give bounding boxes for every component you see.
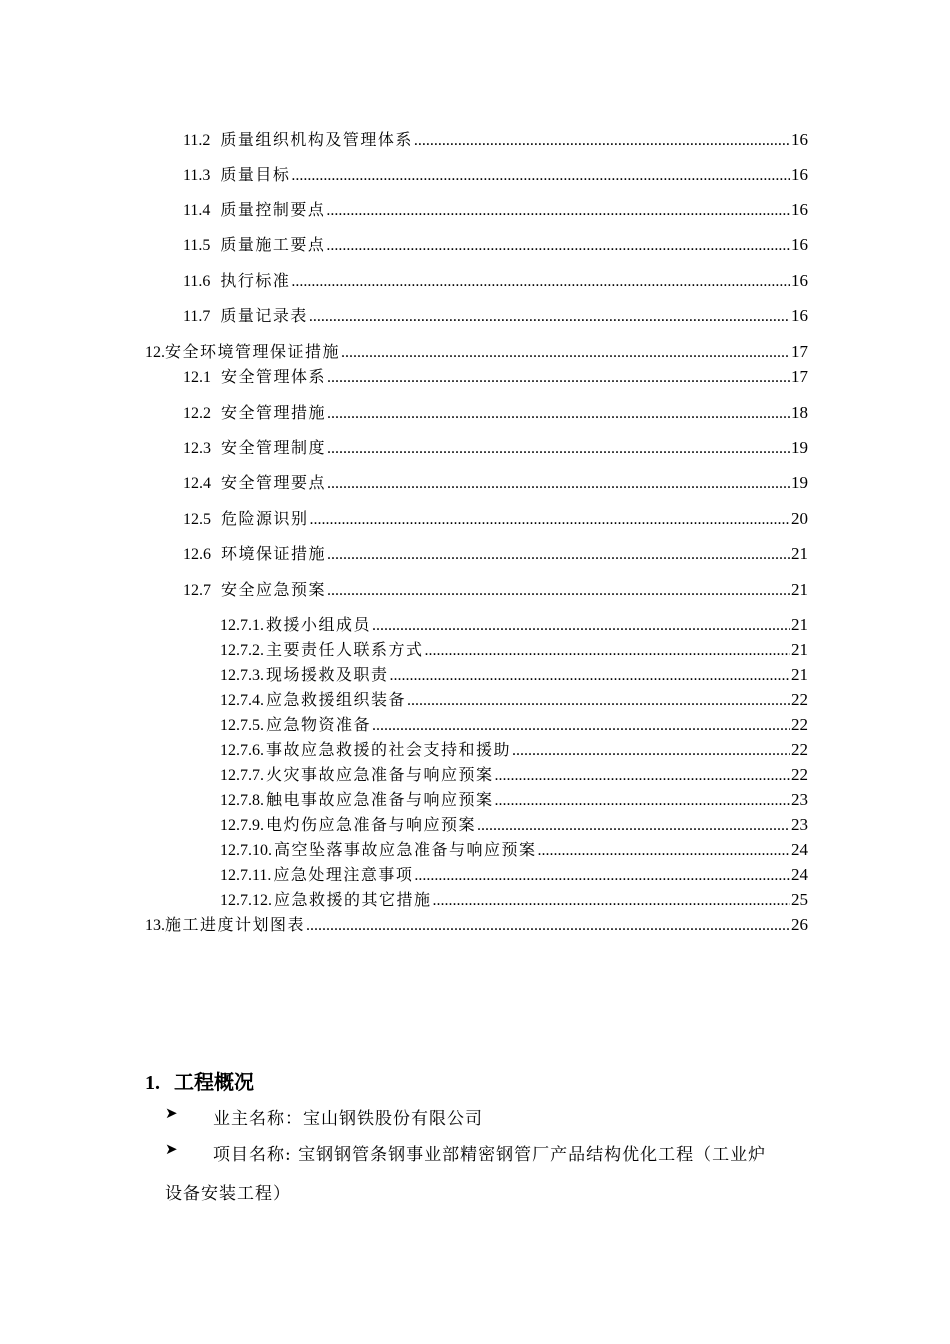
toc-entry[interactable] — [220, 787, 808, 810]
toc-entry-title: 应急救援的其它措施 — [274, 890, 432, 909]
toc-entry-title: 现场援救及职责 — [266, 665, 389, 684]
toc-entry-title: 质量记录表 — [220, 306, 308, 325]
toc-leader-dots — [291, 273, 790, 291]
toc-entry-page: 22 — [791, 690, 808, 709]
toc-leader-dots — [327, 369, 790, 387]
toc-entry-title: 安全管理要点 — [221, 473, 327, 492]
toc-entry-title: 电灼伤应急准备与响应预案 — [266, 815, 477, 834]
list-item-text: 项目名称: 宝钢钢管条钢事业部精密钢管厂产品结构优化工程（工业炉 — [213, 1145, 767, 1165]
toc-entry-title: 应急处理注意事项 — [273, 865, 414, 884]
toc-entry[interactable] — [220, 762, 808, 785]
arrow-bullet-icon: ➤ — [165, 1140, 179, 1158]
toc-entry-title: 施工进度计划图表 — [165, 915, 306, 934]
section-number: 1. — [145, 1072, 160, 1094]
toc-entry-page: 16 — [791, 130, 808, 149]
toc-leader-dots — [425, 642, 790, 660]
toc-entry-page: 16 — [791, 200, 808, 219]
toc-leader-dots — [306, 917, 790, 935]
toc-entry[interactable] — [183, 232, 808, 255]
toc-leader-dots — [538, 842, 790, 860]
toc-entry-page: 19 — [791, 438, 808, 457]
toc-entry-number: 13. — [145, 917, 165, 934]
section-title: 工程概况 — [174, 1070, 254, 1094]
toc-leader-dots — [310, 511, 790, 529]
toc-entry-page: 25 — [791, 890, 808, 909]
toc-entry-title: 应急物资准备 — [266, 715, 372, 734]
toc-entry-number: 11.4 — [183, 202, 211, 219]
toc-entry-title: 主要责任人联系方式 — [266, 640, 424, 659]
toc-entry-title: 安全管理制度 — [221, 438, 327, 457]
toc-entry-page: 24 — [791, 840, 808, 859]
toc-leader-dots — [326, 237, 790, 255]
toc-leader-dots — [309, 308, 790, 326]
toc-entry[interactable] — [145, 912, 808, 935]
toc-entry-number: 12.7.7. — [220, 767, 264, 784]
toc-entry[interactable] — [183, 303, 808, 326]
toc-entry[interactable] — [183, 197, 808, 220]
toc-leader-dots — [495, 792, 790, 810]
toc-entry[interactable] — [145, 339, 808, 362]
toc-leader-dots — [372, 617, 790, 635]
toc-leader-dots — [407, 692, 790, 710]
toc-leader-dots — [433, 892, 790, 910]
toc-entry-title: 质量组织机构及管理体系 — [220, 130, 413, 149]
toc-entry[interactable] — [183, 541, 808, 564]
toc-entry-page: 21 — [791, 544, 808, 563]
toc-leader-dots — [327, 546, 790, 564]
toc-entry-number: 12.7.3. — [220, 667, 264, 684]
toc-leader-dots — [414, 132, 790, 150]
toc-entry-page: 17 — [791, 342, 808, 361]
toc-entry-title: 火灾事故应急准备与响应预案 — [266, 765, 494, 784]
toc-entry-title: 安全管理体系 — [221, 367, 327, 386]
toc-entry-page: 16 — [791, 271, 808, 290]
toc-entry[interactable] — [220, 837, 808, 860]
toc-entry[interactable] — [220, 662, 808, 685]
toc-entry-page: 21 — [791, 580, 808, 599]
toc-entry-page: 22 — [791, 740, 808, 759]
toc-leader-dots — [327, 440, 790, 458]
toc-entry-number: 12.7.6. — [220, 742, 264, 759]
toc-entry-title: 应急救援组织装备 — [266, 690, 407, 709]
toc-entry-page: 22 — [791, 765, 808, 784]
toc-entry-page: 17 — [791, 367, 808, 386]
toc-entry-title: 质量目标 — [220, 165, 291, 184]
toc-entry-page: 23 — [791, 815, 808, 834]
toc-entry-title: 高空坠落事故应急准备与响应预案 — [274, 840, 537, 859]
toc-entry-title: 质量施工要点 — [220, 235, 326, 254]
toc-entry[interactable] — [220, 812, 808, 835]
toc-entry[interactable] — [220, 612, 808, 635]
toc-leader-dots — [512, 742, 790, 760]
toc-entry-page: 22 — [791, 715, 808, 734]
toc-entry-title: 环境保证措施 — [221, 544, 327, 563]
toc-entry-number: 12.4 — [183, 475, 211, 492]
toc-entry[interactable] — [220, 887, 808, 910]
toc-entry[interactable] — [220, 637, 808, 660]
list-item-text: 业主名称：宝山钢铁股份有限公司 — [213, 1109, 483, 1129]
toc-entry-number: 12.7.11. — [220, 867, 272, 884]
toc-entry-page: 21 — [791, 665, 808, 684]
toc-leader-dots — [327, 582, 790, 600]
toc-entry-number: 11.5 — [183, 237, 211, 254]
toc-entry-number: 12.7.4. — [220, 692, 264, 709]
toc-entry[interactable] — [183, 470, 808, 493]
toc-leader-dots — [390, 667, 790, 685]
toc-entry-title: 执行标准 — [220, 271, 291, 290]
toc-entry-page: 21 — [791, 615, 808, 634]
toc-entry-title: 安全管理措施 — [221, 403, 327, 422]
toc-entry-title: 安全应急预案 — [221, 580, 327, 599]
toc-entry-page: 26 — [791, 915, 808, 934]
toc-entry-page: 16 — [791, 306, 808, 325]
toc-entry-number: 12.7.5. — [220, 717, 264, 734]
toc-entry-number: 12.1 — [183, 369, 211, 386]
toc-entry-page: 21 — [791, 640, 808, 659]
toc-entry-number: 11.7 — [183, 308, 211, 325]
toc-entry-number: 12.3 — [183, 440, 211, 457]
list-item — [165, 1140, 767, 1165]
toc-leader-dots — [327, 405, 790, 423]
toc-entry-page: 16 — [791, 165, 808, 184]
toc-entry-page: 19 — [791, 473, 808, 492]
toc-entry-page: 18 — [791, 403, 808, 422]
toc-entry-number: 11.3 — [183, 167, 211, 184]
toc-leader-dots — [326, 202, 790, 220]
toc-entry-page: 24 — [791, 865, 808, 884]
toc-entry-title: 安全环境管理保证措施 — [165, 342, 341, 361]
toc-entry-title: 事故应急救援的社会支持和援助 — [266, 740, 512, 759]
toc-entry-number: 12. — [145, 344, 165, 361]
section-heading — [145, 1066, 254, 1095]
toc-leader-dots — [495, 767, 790, 785]
toc-entry-number: 12.7.10. — [220, 842, 272, 859]
toc-entry-number: 11.2 — [183, 132, 211, 149]
toc-entry-page: 16 — [791, 235, 808, 254]
toc-entry-title: 危险源识别 — [221, 509, 309, 528]
toc-entry-number: 11.6 — [183, 273, 211, 290]
toc-leader-dots — [477, 817, 790, 835]
toc-entry-number: 12.7 — [183, 582, 211, 599]
toc-leader-dots — [291, 167, 790, 185]
toc-entry[interactable] — [183, 162, 808, 185]
toc-entry-title: 救援小组成员 — [266, 615, 372, 634]
toc-entry-number: 12.7.2. — [220, 642, 264, 659]
toc-entry-number: 12.6 — [183, 546, 211, 563]
toc-entry[interactable] — [183, 506, 808, 529]
toc-entry[interactable] — [183, 435, 808, 458]
toc-entry-page: 20 — [791, 509, 808, 528]
toc-entry[interactable] — [220, 862, 808, 885]
toc-entry-number: 12.7.8. — [220, 792, 264, 809]
toc-leader-dots — [372, 717, 790, 735]
toc-leader-dots — [327, 475, 790, 493]
toc-leader-dots — [414, 867, 790, 885]
toc-entry[interactable] — [220, 712, 808, 735]
toc-entry[interactable] — [220, 687, 808, 710]
toc-entry[interactable] — [183, 268, 808, 291]
toc-entry-title: 触电事故应急准备与响应预案 — [266, 790, 494, 809]
toc-entry-number: 12.5 — [183, 511, 211, 528]
list-item — [165, 1104, 483, 1129]
toc-entry[interactable] — [183, 577, 808, 600]
toc-entry-title: 质量控制要点 — [220, 200, 326, 219]
toc-entry[interactable] — [183, 127, 808, 150]
arrow-bullet-icon: ➤ — [165, 1104, 179, 1122]
list-item-continuation: 设备安装工程） — [165, 1184, 291, 1204]
toc-entry-number: 12.7.9. — [220, 817, 264, 834]
toc-entry[interactable] — [183, 400, 808, 423]
toc-entry-number: 12.2 — [183, 405, 211, 422]
toc-entry-page: 23 — [791, 790, 808, 809]
toc-entry-number: 12.7.1. — [220, 617, 264, 634]
toc-leader-dots — [341, 344, 790, 362]
toc-entry[interactable] — [183, 364, 808, 387]
toc-entry-number: 12.7.12. — [220, 892, 272, 909]
toc-entry[interactable] — [220, 737, 808, 760]
